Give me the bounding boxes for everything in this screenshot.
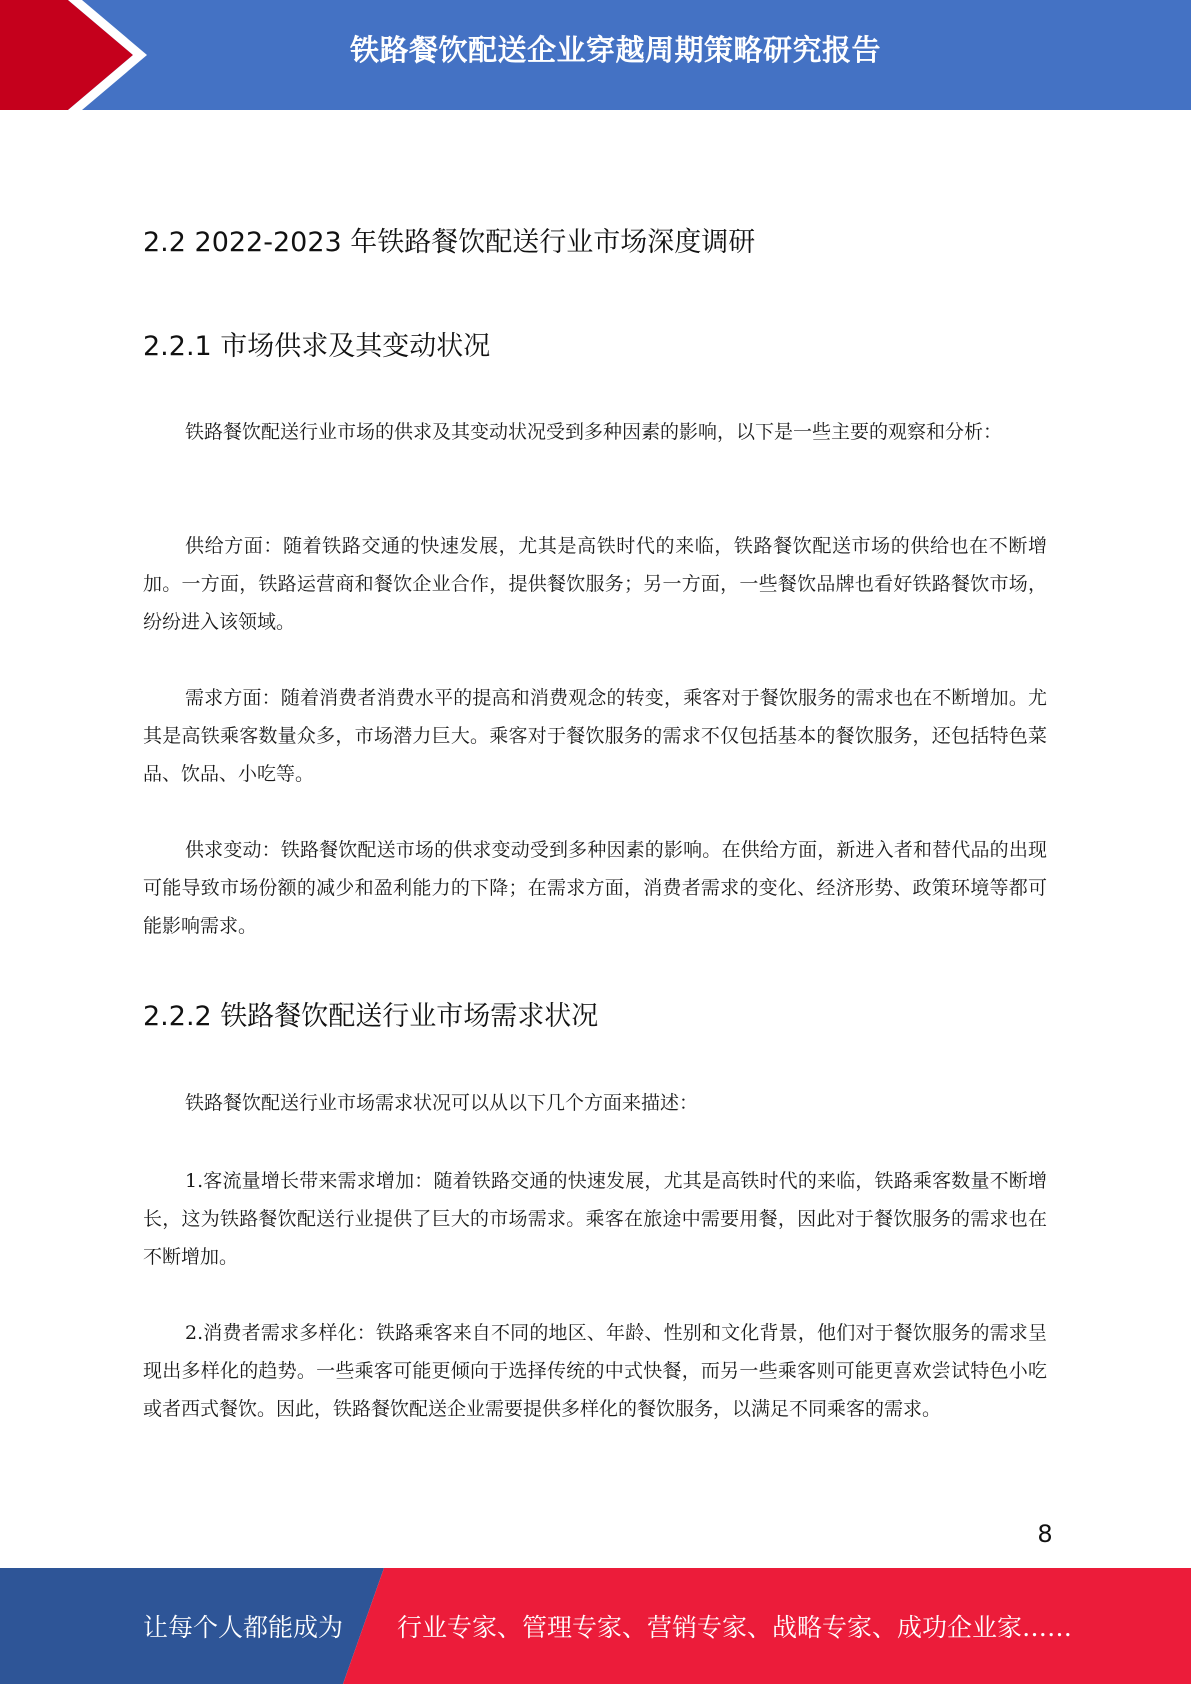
paragraph-demand: 需求方面：随着消费者消费水平的提高和消费观念的转变，乘客对于餐饮服务的需求也在不断增加。尤其是高铁乘客数量众多，市场潜力巨大。乘客对于餐饮服务的需求不仅包括基本的餐饮服务，还包括特色菜品、饮品、小吃等。 — [143, 687, 1047, 785]
page-header — [0, 0, 1191, 110]
paragraph-supply: 供给方面：随着铁路交通的快速发展，尤其是高铁时代的来临，铁路餐饮配送市场的供给也在不断增加。一方面，铁路运营商和餐饮企业合作，提供餐饮服务；另一方面，一些餐饮品牌也看好铁路餐饮市场，纷纷进入该领域。 — [143, 535, 1047, 633]
paragraph-diversified-demand: 2.消费者需求多样化：铁路乘客来自不同的地区、年龄、性别和文化背景，他们对于餐饮服务的需求呈现出多样化的趋势。一些乘客可能更倾向于选择传统的中式快餐，而另一些乘客则可能更喜欢尝试特色小吃或者西式餐饮。因此，铁路餐饮配送企业需要提供多样化的餐饮服务，以满足不同乘客的需求。 — [143, 1322, 1047, 1420]
page-footer — [0, 1568, 1191, 1684]
footer-slogan-left: 让每个人都能成为 — [143, 1613, 344, 1642]
section-heading-2-2-2: 2.2.2 铁路餐饮配送行业市场需求状况 — [143, 1001, 599, 1032]
paragraph-demand-intro: 铁路餐饮配送行业市场需求状况可以从以下几个方面来描述： — [185, 1092, 699, 1114]
report-title: 铁路餐饮配送企业穿越周期策略研究报告 — [349, 33, 881, 67]
page-number: 8 — [1037, 1520, 1053, 1548]
section-heading-2-2: 2.2 2022-2023 年铁路餐饮配送行业市场深度调研 — [143, 227, 756, 258]
footer-slogan-right: 行业专家、管理专家、营销专家、战略专家、成功企业家…… — [397, 1613, 1073, 1642]
paragraph-supply-demand-change: 供求变动：铁路餐饮配送市场的供求变动受到多种因素的影响。在供给方面，新进入者和替代品的出现可能导致市场份额的减少和盈利能力的下降；在需求方面，消费者需求的变化、经济形势、政策环境等都可能影响需求。 — [143, 839, 1047, 937]
paragraph-passenger-growth: 1.客流量增长带来需求增加：随着铁路交通的快速发展，尤其是高铁时代的来临，铁路乘客数量不断增长，这为铁路餐饮配送行业提供了巨大的市场需求。乘客在旅途中需要用餐，因此对于餐饮服务的需求也在不断增加。 — [143, 1170, 1047, 1268]
paragraph-intro: 铁路餐饮配送行业市场的供求及其变动状况受到多种因素的影响，以下是一些主要的观察和分析： — [185, 421, 1003, 443]
section-heading-2-2-1: 2.2.1 市场供求及其变动状况 — [143, 331, 491, 362]
